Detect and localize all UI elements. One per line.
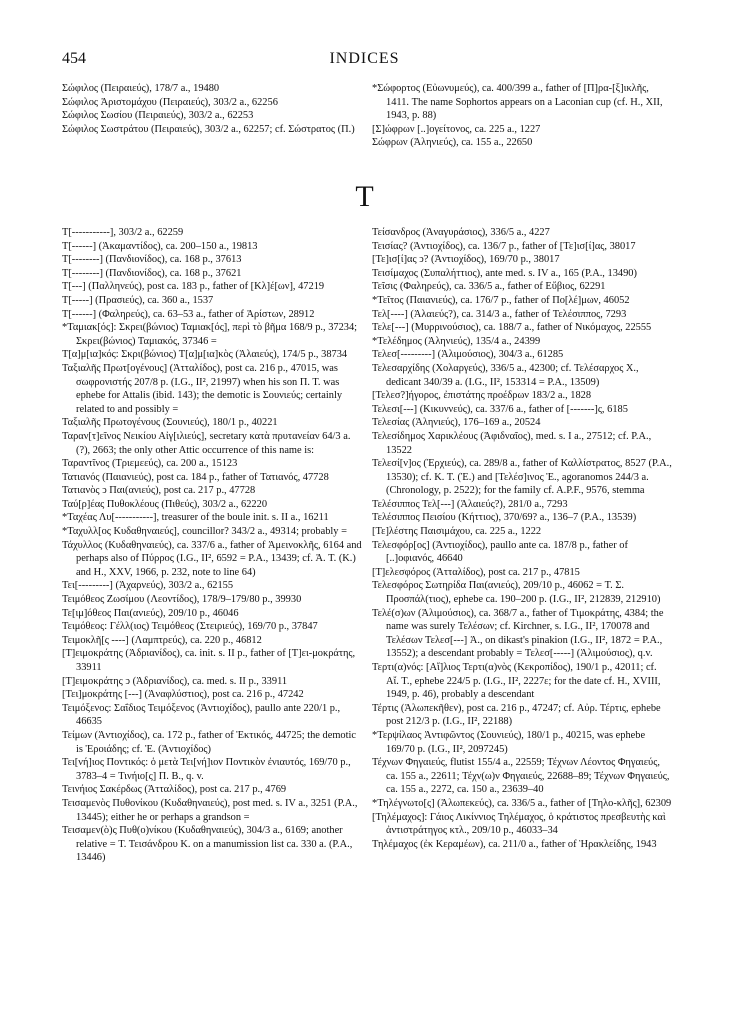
index-entry: Ταύ[ρ]έας Πυθοκλέους (Πιθεύς), 303/2 a., 62220 bbox=[62, 498, 268, 510]
index-entry: [Τ]ελεσφόρος (Ἀτταλίδος), post ca. 217 p., 47815 bbox=[372, 566, 580, 578]
index-entry: Σώφιλος Ἀριστομάχου (Πειραιεύς), 303/2 a., 62256 bbox=[62, 96, 278, 108]
index-entry: Τει[νή]ιος Ποντικός: ὁ μετὰ Τει[νή]ιον Ποντικὸν ἐνιαυτός, 169/70 p., 3783–4 = Τινήιο[ς] Π. Β., q. v. bbox=[62, 757, 351, 782]
section-letter: T bbox=[355, 180, 374, 213]
index-entry: Τ[--------] (Πανδιονίδος), ca. 168 p., 37613 bbox=[62, 254, 242, 266]
index-entry: Ταραν[τ]εῖνος Νεικίου Αἰγ[ιλιεύς], secretary κατὰ πρυτανείαν 64/3 a. (?), 2663; the only other Attic occurrence of this name is: bbox=[62, 430, 351, 456]
index-entry: [Τελεσ?]ήγορος, ἐπιστάτης προέδρων 183/2 a., 1828 bbox=[372, 390, 592, 402]
index-entry: Τ[-----------], 303/2 a., 62259 bbox=[62, 227, 184, 238]
left-column bbox=[62, 226, 362, 865]
index-entry: Ταξιαλῆς Πρωτογένους (Σουνιεύς), 180/1 p., 40221 bbox=[62, 417, 278, 429]
index-entry: Τελεσαρχίδης (Χολαργεύς), 336/5 a., 42300; cf. Τελέσαρχος Χ., dedicant 340/39 a. (I.G., II², 153314 = P.A., 13509) bbox=[372, 362, 639, 388]
page-header bbox=[62, 50, 667, 74]
index-entry: Σώφρων (Ἀληνιεύς), ca. 155 a., 22650 bbox=[372, 137, 533, 149]
index-entry: Τελέσιππος Τελ[---] (Ἀλαιεύς?), 281/0 a., 7293 bbox=[372, 498, 568, 510]
index-entry: Σώφιλος (Πειραιεύς), 178/7 a., 19480 bbox=[62, 83, 220, 94]
index-entry: Τερτι(α)νός: [Αἴ]λιος Τερτι(α)νὸς (Κεκροπίδος), 190/1 p., 42011; cf. Αἴ. Τ., ephebe 224/5 p. (I.G., II², 2227ε; for the date cf. H., XVIII, 1949, p. 46), probably a descendant bbox=[372, 662, 661, 701]
index-entry: Σώφιλος Σωστράτου (Πειραιεύς), 303/2 a., 62257; cf. Σώστρατος (Π.) bbox=[62, 123, 355, 135]
index-entry: Τέχνων Φηγαιεύς, flutist 155/4 a., 22559; Τέχνων Λέοντος Φηγαιεύς, ca. 155 a., 22611; Τέχν(ω)ν Φηγαιεύς, 22688–89; Τέχνων Φηγαιεύς, ca. 155 a., 2272, ca. 150 a., 23639–40 bbox=[372, 757, 670, 796]
index-entry: Τηλέμαχος (ἐκ Κεραμέων), ca. 211/0 a., father of Ἡρακλείδης, 1943 bbox=[372, 838, 657, 850]
index-entry: Τεισαμενὸς Πυθονίκου (Κυδαθηναιεύς), post med. s. IV a., 3251 (P.A., 13445); either he or perhaps a grandson = bbox=[62, 797, 358, 823]
index-entry: *Τεῖτος (Παιανιεύς), ca. 176/7 p., father of Πο[λέ]μων, 46052 bbox=[372, 294, 630, 306]
index-entry: Τ[α]μ[ια]κός: Σκρι(βώνιος) Τ[α]μ[ια]κὸς (Ἀλαιεύς), 174/5 p., 38734 bbox=[62, 349, 348, 361]
index-entry: Τεινήιος Σακέρδως (Ἀτταλίδος), post ca. 217 p., 4769 bbox=[62, 784, 287, 796]
index-entry: Τελεσι[---] (Κικυννεύς), ca. 337/6 a., father of [-------]ς, 6185 bbox=[372, 403, 628, 415]
index-entry: [Τε]λέστης Παισιμάχου, ca. 225 a., 1222 bbox=[372, 526, 542, 538]
index-entry: *Τερψίλαος Ἀντιφῶντος (Σουνιεύς), 180/1 p., 40215, was ephebe 169/70 p. (I.G., II², 2097245) bbox=[372, 729, 646, 755]
index-entry: Τεισαμεν(ὸ)ς Πυθ(ο)νίκου (Κυδαθηναιεύς), 304/3 a., 6169; another relative = Τ. Τεισάνδρου Κ. on a manumission list ca. 330 a. (P.A., 13446) bbox=[62, 825, 353, 864]
index-entry: [Σ]ώφρων [..]ογείτονος, ca. 225 a., 1227 bbox=[372, 123, 541, 135]
index-entry: Ταξιαλῆς Πρωτ[ογένους] (Ἀτταλίδος), post ca. 216 p., 47015, was σωφρονιστής 207/8 p. (I.G., II², 21997) when his son Π. Τ. was ephebe for Attalis (ibid. 143); the demotic is Σουνιεύς; certainly related to and possibly = bbox=[62, 362, 343, 415]
index-entry: Ταραντῖνος (Τριεμεεύς), ca. 200 a., 15123 bbox=[62, 458, 238, 470]
index-entry: Τε[ιμ]όθεος Παι(ανιεύς), 209/10 p., 46046 bbox=[62, 607, 239, 619]
top-left-column bbox=[62, 82, 362, 136]
index-entry: Τείσανδρος (Ἀναγυράσιος), 336/5 a., 4227 bbox=[372, 227, 550, 238]
index-entry: Τειμόθεος: Γέλλ(ιος) Τειμόθεος (Στειριεύς), 169/70 p., 37847 bbox=[62, 621, 318, 633]
index-entry: *Ταμιακ[ός]: Σκρει(βώνιος) Ταμιακ[ός], περὶ τὸ βῆμα 168/9 p., 37234; Σκρει(βώνιος) Ταμιακός, 37346 = bbox=[62, 322, 358, 347]
index-entry: [Τ]ειμοκράτης ͻ (Ἀδριανίδος), ca. med. s. II p., 33911 bbox=[62, 675, 288, 687]
index-entry: Τειμόξενος: Σαΐδιος Τειμόξενος (Ἀντιοχίδος), paullo ante 220/1 p., 46635 bbox=[62, 702, 341, 728]
index-entry: [Τ]ειμοκράτης (Ἀδριανίδος), ca. init. s. II p., father of [Τ]ει-μοκράτης, 33911 bbox=[62, 648, 356, 673]
index-entry: *Ταχυλλ[ος Κυδαθηναιεύς], councillor? 343/2 a., 49314; probably = bbox=[62, 526, 347, 538]
index-entry: Τεισίας? (Ἀντιοχίδος), ca. 136/7 p., father of [Τε]ισ[ί]ας, 38017 bbox=[372, 240, 636, 252]
index-entry: Τεισίμαχος (Συπαλήττιος), ante med. s. IV a., 165 (P.A., 13490) bbox=[372, 267, 637, 279]
right-column bbox=[372, 226, 672, 851]
index-entry: Τελεσί[ν]ος (Ἐρχιεύς), ca. 289/8 a., father of Καλλίστρατος, 8527 (P.A., 13530); cf. Κ. Τ. (Ἐ.) and [Τελέσ]ινος Ἐ., agoranomos 244/3 a. (Chronology, p. 2522); for the family cf. A.P.F., 9576, stemma bbox=[372, 458, 672, 497]
running-head: INDICES bbox=[329, 50, 400, 67]
index-entry: *Σώφορτος (Εὐωνυμεύς), ca. 400/399 a., father of [Π]ρα-[ξ]ικλῆς, 1411. The name Sophortos appears on a Laconian cup (cf. H., XII, 1943, p. 88) bbox=[372, 83, 663, 122]
index-entry: Τειμοκλῆ[ς ----] (Λαμπτρεύς), ca. 220 p., 46812 bbox=[62, 634, 262, 646]
index-entry: Τ[--------] (Πανδιονίδος), ca. 168 p., 37621 bbox=[62, 267, 242, 279]
index-entry: Σώφιλος Σωσίου (Πειραιεύς), 303/2 a., 62253 bbox=[62, 110, 254, 122]
index-entry: Τειμόθεος Ζωσίμου (Λεοντίδος), 178/9–179/80 p., 39930 bbox=[62, 594, 302, 606]
index-entry: *Τελέδημος (Ἀληνιεύς), 135/4 a., 24399 bbox=[372, 335, 541, 347]
index-entry: Τέρτις (Ἀλωπεκῆθεν), post ca. 216 p., 47247; cf. Αὐρ. Τέρτις, ephebe post 212/3 p. (I.G., II², 22188) bbox=[372, 702, 661, 728]
index-entry: [Τε]ισ[ί]ας ͻ? (Ἀντιοχίδος), 169/70 p., 38017 bbox=[372, 254, 560, 266]
top-right-column bbox=[372, 82, 672, 150]
index-entry: Τείμων (Ἀντιοχίδος), ca. 172 p., father of Ἐκτικός, 44725; the demotic is Ἐροιάδης; cf. Ἐ. (Ἀντιοχίδος) bbox=[62, 729, 356, 755]
index-entry: Τατιανὸς ͻ Παι(ανιεύς), post ca. 217 p., 47728 bbox=[62, 485, 256, 497]
index-entry: Τ[------] (Φαληρεύς), ca. 63–53 a., father of Ἀρίστων, 28912 bbox=[62, 308, 315, 320]
index-entry: [Τηλέμαχος]: Γάιος Λικίννιος Τηλέμαχος, ὁ κράτιστος πρεσβευτὴς καὶ ἀντιστράτηγος κτλ., 209/10 p., 46033–34 bbox=[372, 811, 666, 837]
index-entry: Τελέσιππος Πεισίου (Κήττιος), 370/69? a., 136–7 (P.A., 13539) bbox=[372, 512, 637, 524]
index-entry: Τελεσ[---------] (Ἀλιμούσιος), 304/3 a., 61285 bbox=[372, 349, 564, 361]
index-entry: Τεῖσις (Φαληρεύς), ca. 336/5 a., father of Εὔβιος, 62291 bbox=[372, 281, 606, 293]
index-entry: Τατιανός (Παιανιεύς), post ca. 184 p., father of Τατιανός, 47728 bbox=[62, 471, 329, 483]
index-entry: *Ταχέας Λυ[-----------], treasurer of the boule init. s. II a., 16211 bbox=[62, 512, 329, 524]
index-entry: Τ[------] (Ἀκαμαντίδος), ca. 200–150 a., 19813 bbox=[62, 240, 258, 252]
index-entry: Τελεσίας (Ἀληνιεύς), 176–169 a., 20524 bbox=[372, 417, 541, 429]
index-entry: Τ[-----] (Πρασιεύς), ca. 360 a., 1537 bbox=[62, 294, 214, 306]
index-entry: Τελεσφόρ[ος] (Ἀντιοχίδος), paullo ante ca. 187/8 p., father of [..]οφιανός, 46640 bbox=[372, 539, 628, 565]
index-entry: Τελεσίδημος Χαρικλέους (Ἀφιδναῖος), med. s. I a., 27512; cf. P.A., 13522 bbox=[372, 430, 652, 456]
index-entry: Τει[---------] (Ἀχαρνεύς), 303/2 a., 62155 bbox=[62, 580, 234, 592]
index-entry: [Τει]μοκράτης [---] (Ἀναφλύστιος), post ca. 216 p., 47242 bbox=[62, 689, 304, 701]
index-entry: Τελε[---] (Μυρρινούσιος), ca. 188/7 a., father of Νικόμαχος, 22555 bbox=[372, 322, 652, 334]
index-entry: Τελεσφόρος Σωτηρίδα Παι(ανιεύς), 209/10 p., 46062 = Τ. Σ. Προσπάλ(τιος), ephebe ca. 190–200 p. (I.G., II², 212839, 212910) bbox=[372, 580, 661, 606]
index-entry: Τ[---] (Παλληνεύς), post ca. 183 p., father of [Κλ]έ[ων], 47219 bbox=[62, 281, 325, 293]
index-entry: Τελ[----] (Ἀλαιεύς?), ca. 314/3 a., father of Τελέσιππος, 7293 bbox=[372, 308, 627, 320]
index-entry: *Τηλέγνωτο[ς] (Ἀλωπεκεύς), ca. 336/5 a., father of [Τηλο-κλῆς], 62309 bbox=[372, 797, 672, 809]
index-entry: Τελέ(σ)ων (Ἀλιμούσιος), ca. 368/7 a., father of Τιμοκράτης, 4384; the name was surely Τελέσων; cf. Kirchner, s. I.G., II², 170078 and Τελέσων Τελεσ[---] Ἀ., on dikast's pinakion (I.G., II², 1872 = P.A., 13552); a descendant probably = Τελεσ[-----] (Ἀλιμούσιος), q.v. bbox=[372, 607, 664, 660]
page-number: 454 bbox=[62, 50, 86, 67]
index-entry: Τάχυλλος (Κυδαθηναιεύς), ca. 337/6 a., father of Ἀμεινοκλῆς, 6164 and perhaps also of Πύρρος (I.G., II², 6592 = P.A., 13439; cf. Ἀ. Τ. (K.) and H., XXV, 1966, p. 232, note to line 64) bbox=[62, 539, 362, 578]
